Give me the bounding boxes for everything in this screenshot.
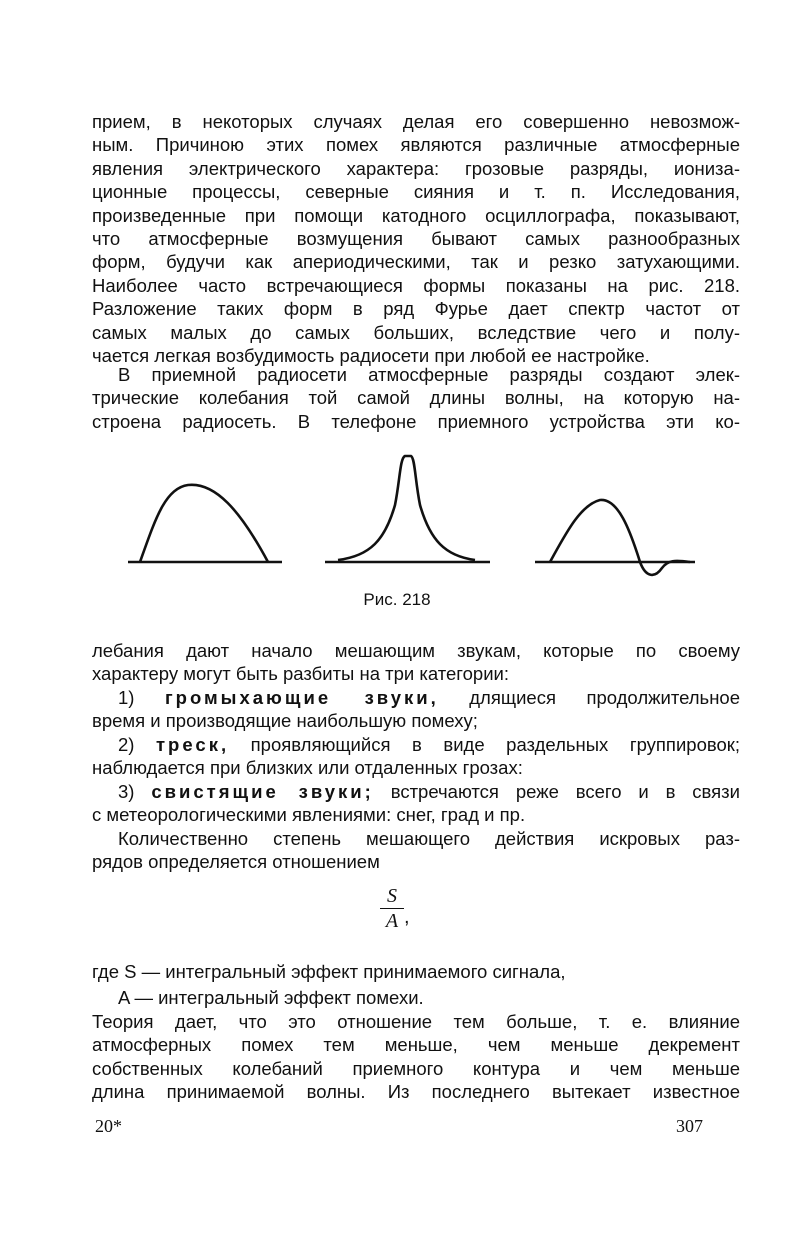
text-line	[92, 662, 740, 685]
text-segment: встречаются реже всего и в связи	[373, 781, 741, 802]
text-line	[92, 709, 740, 732]
text-line	[92, 756, 740, 779]
text-line	[118, 780, 740, 803]
text-line	[92, 157, 740, 180]
text-segment: Наиболее часто встречающиеся формы показаны на рис. 218.	[92, 274, 740, 296]
fig2-spike-pulse	[338, 456, 475, 560]
text-line	[92, 274, 740, 297]
text-segment: самых малых до самых больших, вследствие чего и полу-	[92, 321, 740, 343]
text-segment: Разложение таких форм в ряд Фурье дает спектр частот от	[92, 298, 740, 320]
text-segment: чается легкая возбудимость радиосети при любой ее настройке.	[92, 345, 650, 366]
text-line	[92, 410, 740, 433]
emphasized-term: громыхающие звуки,	[164, 687, 439, 708]
text-segment: Количественно степень мешающего действия искровых раз-	[118, 828, 740, 849]
formula-denominator: A	[385, 910, 399, 932]
text-segment: собственных колебаний приемного контура и чем меньше	[92, 1057, 740, 1079]
text-segment: 3)	[118, 781, 152, 802]
signature-mark: 20*	[95, 1116, 122, 1136]
text-line	[118, 363, 740, 386]
text-segment: трические колебания той самой длины волны, на которую на-	[92, 387, 740, 409]
text-segment: ным. Причиною этих помех являются различные атмосферные	[92, 134, 740, 156]
text-line	[92, 110, 740, 133]
text-segment: 1)	[118, 687, 165, 708]
formula-fraction	[380, 884, 404, 933]
text-segment: длина принимаемой волны. Из последнего вытекает известное	[92, 1081, 740, 1103]
text-line	[92, 250, 740, 273]
text-line	[118, 827, 740, 850]
text-line	[92, 1057, 740, 1080]
text-line	[92, 297, 740, 320]
formula-numerator: S	[380, 884, 404, 909]
text-segment: что атмосферные возмущения бывают самых разнообразных	[92, 228, 740, 249]
text-segment: длящиеся продолжительное	[438, 687, 740, 708]
text-line	[92, 180, 740, 203]
text-line	[92, 639, 740, 662]
text-line	[92, 1033, 740, 1056]
figure-caption: Рис. 218	[363, 590, 431, 609]
formula-comma: ,	[404, 906, 410, 928]
text-segment: лебания дают начало мешающим звукам, которые по своему	[92, 640, 740, 661]
text-line	[118, 733, 740, 756]
text-line	[92, 960, 740, 983]
text-line	[92, 803, 740, 826]
text-segment: ционные процессы, северные сияния и т. п. Исследования,	[92, 181, 740, 203]
text-line	[92, 1080, 740, 1103]
text-segment: произведенные при помощи катодного осциллографа, показывают,	[92, 204, 740, 226]
text-line	[118, 686, 740, 709]
text-line	[92, 227, 740, 250]
text-segment: прием, в некоторых случаях делая его совершенно невозмож-	[92, 111, 740, 132]
text-segment: наблюдается при близких или отдаленных грозах:	[92, 757, 523, 779]
text-segment: 2)	[118, 734, 156, 755]
text-line	[92, 133, 740, 156]
text-segment: A — интегральный эффект помехи.	[118, 987, 424, 1008]
text-line	[92, 204, 740, 227]
text-segment: характеру могут быть разбиты на три категории:	[92, 663, 510, 685]
text-segment: рядов определяется отношением	[92, 851, 380, 873]
text-line	[92, 1010, 740, 1033]
text-segment: проявляющийся в виде раздельных группировок;	[229, 734, 741, 755]
figure-218	[0, 440, 794, 590]
fig3-damped-oscillation	[550, 500, 690, 575]
text-segment: где S — интегральный эффект принимаемого сигнала,	[92, 961, 566, 982]
text-line	[92, 850, 740, 873]
fig1-aperiodic-pulse	[140, 485, 268, 562]
page-number: 307	[676, 1116, 703, 1136]
text-segment: с метеорологическими явлениями: снег, град и пр.	[92, 804, 526, 826]
text-segment: время и производящие наибольшую помеху;	[92, 710, 478, 732]
emphasized-term: свистящие звуки;	[151, 781, 374, 802]
text-line	[118, 986, 740, 1009]
text-segment: явления электрического характера: грозовые разряды, иониза-	[92, 157, 740, 179]
text-segment: В приемной радиосети атмосферные разряды создают элек-	[118, 364, 740, 385]
emphasized-term: треск,	[156, 734, 230, 755]
text-segment: атмосферных помех тем меньше, чем меньше декремент	[92, 1034, 740, 1056]
text-segment: строена радиосеть. В телефоне приемного устройства эти ко-	[92, 410, 740, 432]
text-line	[92, 386, 740, 409]
text-segment: форм, будучи как апериодическими, так и резко затухающими.	[92, 251, 740, 273]
text-segment: Теория дает, что это отношение тем больше, т. е. влияние	[92, 1011, 740, 1032]
text-line	[92, 321, 740, 344]
